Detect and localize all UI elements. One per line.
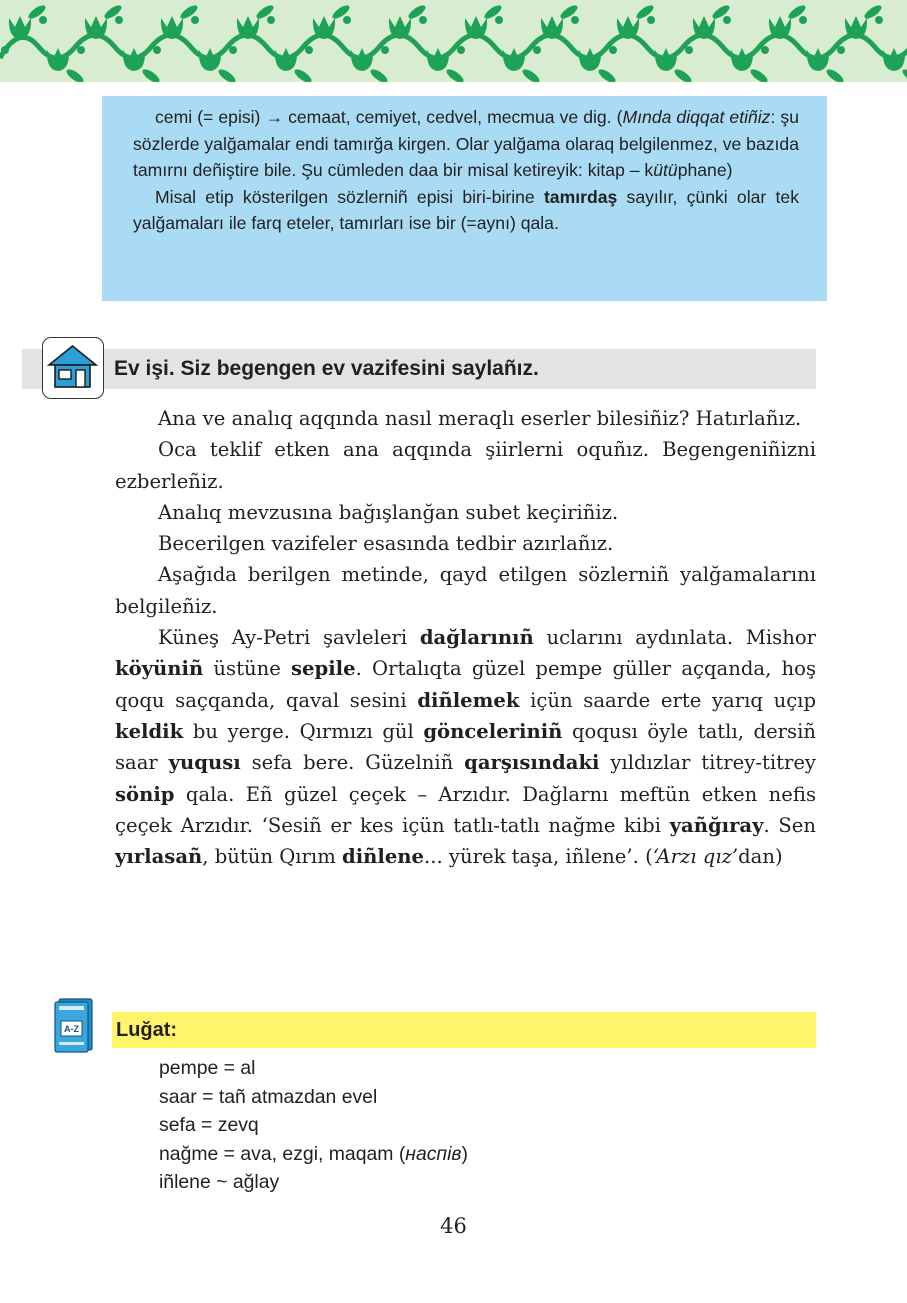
- marked-word: yañğıray: [669, 813, 764, 837]
- main-text: [115, 403, 816, 872]
- body-paragraph-4: Becerilgen vazifeler esasında tedbir azırlañız.: [158, 532, 614, 556]
- exercise-text: Küneş Ay-Petri şavleleri dağlarınıñ uclarını aydınlata. Mishor köyüniñ üstüne sepile. Ortalıqta güzel pempe güller açqanda, hoş qoqu saçqanda, qaval sesini diñlemek içün saarde erte yarıq uçıp keldik bu yerge. Qırmızı gül gönceleriniñ qoqusı öyle tatlı, dersiñ saar yuqusı sefa bere. Güzelniñ qarşısındaki yıldızlar titrey-titrey sönip qala. Eñ güzel çeçek – Arzıdır. Dağlarnı meftün etken nefis çeçek Arzıdır. ‘Sesiñ er kes içün tatlı-tatlı nağme kibi yañğıray. Sen yırlasañ, bütün Qırım diñlene... yürek taşa, iñlene’. (‘Arzı qız’dan): [115, 626, 817, 869]
- glossary-item: pempe = al: [159, 1057, 256, 1079]
- floral-ornament-icon: [0, 0, 907, 82]
- info-box: [102, 96, 827, 301]
- body-paragraph-1: Ana ve analıq aqqında nasıl meraqlı eserler bilesiñiz? Hatırlañız.: [158, 407, 802, 430]
- source-title: ‘Arzı qız’: [652, 845, 739, 869]
- info-paragraph-1: cemi (= episi) → cemaat, cemiyet, cedvel, mecmua ve dig. (Mında diqqat etiñiz: şu sözlerde yalğamalar endi tamırğa kirgen. Olar yalğama olaraq belgilenmez, ve bazıda tamırnı deñiştire bile. Şu cümleden daa bir misal ketireyik: kitap – kütüphane): [133, 107, 799, 180]
- body-paragraph-3: Analıq mevzusına bağışlanğan subet keçiriñiz.: [158, 500, 619, 524]
- glossary-item: sefa = zevq: [159, 1114, 259, 1136]
- dictionary-book-icon: [53, 997, 95, 1053]
- marked-word: diñlemek: [417, 688, 520, 712]
- glossary-item: iñlene ~ ağlay: [159, 1171, 280, 1193]
- glossary-item: saar = tañ atmazdan evel: [159, 1085, 378, 1108]
- note-italic: Mında diqqat etiñiz: [622, 107, 771, 127]
- marked-word: gönceleriniñ: [423, 719, 563, 743]
- marked-word: sepile: [291, 657, 356, 681]
- marked-word: diñlene: [342, 845, 425, 869]
- example-italic: ütü: [653, 160, 678, 180]
- homework-title: Ev işi. Siz begengen ev vazifesini saylañız.: [114, 357, 539, 380]
- body-paragraph-5: Aşağıda berilgen metinde, qayd etilgen sözlerniñ yalğamalarını belgileñiz.: [115, 563, 816, 618]
- glossary-list: [159, 1054, 468, 1197]
- glossary-item: nağme = ava, ezgi, maqam (наспів): [159, 1142, 468, 1165]
- body-paragraph-2: Oca teklif etken ana aqqında şiirlerni oquñız. Begengeniñizni ezberleñiz.: [115, 438, 816, 493]
- glossary-heading-bar: [112, 1012, 816, 1048]
- marked-word: sönip: [115, 782, 175, 806]
- marked-word: köyüniñ: [115, 657, 204, 681]
- marked-word: keldik: [115, 719, 184, 743]
- marked-word: yırlasañ: [115, 845, 203, 869]
- term-bold: tamırdaş: [543, 186, 618, 207]
- marked-word: dağlarınıñ: [419, 626, 534, 650]
- decorative-floral-banner: [0, 0, 907, 82]
- info-paragraph-2: Misal etip kösterilgen sözlerniñ episi biri-birine tamırdaş sayılır, çünki olar tek yalğamaları ile farq eteler, tamırları ise bir (=aynı) qala.: [133, 186, 799, 233]
- dictionary-icon-label: A-Z: [64, 1024, 79, 1034]
- marked-word: qarşısındaki: [464, 751, 600, 775]
- page-number: 46: [440, 1214, 467, 1238]
- house-icon: [42, 337, 104, 399]
- glossary-title: Luğat:: [116, 1019, 178, 1041]
- marked-word: yuqusı: [168, 751, 241, 775]
